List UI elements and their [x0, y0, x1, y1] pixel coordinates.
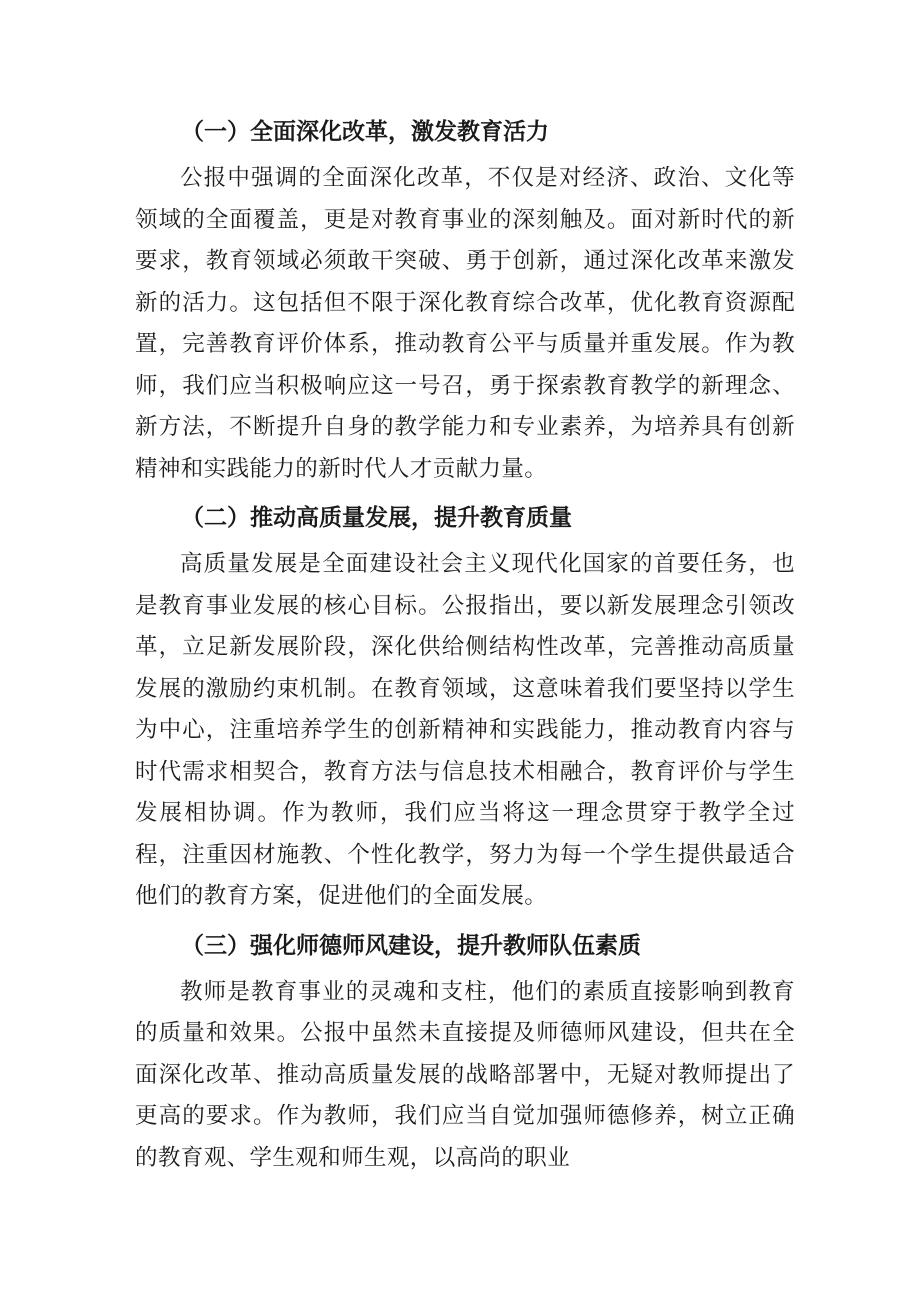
section-heading-2: （二）推动高质量发展，提升教育质量: [181, 505, 572, 531]
section-paragraph-2: 高质量发展是全面建设社会主义现代化国家的首要任务，也是教育事业发展的核心目标。公报指出，要以新发展理念引领改革，立足新发展阶段，深化供给侧结构性改革，完善推动高质量发展的激励约束机制。在教育领域，这意味着我们要坚持以学生为中心，注重培养学生的创新精神和实践能力，推动教育内容与时代需求相契合，教育方法与信息技术相融合，教育评价与学生发展相协调。作为教师，我们应当将这一理念贯穿于教学全过程，注重因材施教、个性化教学，努力为每一个学生提供最适合他们的教育方案，促进他们的全面发展。: [135, 551, 795, 909]
section-paragraph-1: 公报中强调的全面深化改革，不仅是对经济、政治、文化等领域的全面覆盖，更是对教育事业的深刻触及。面对新时代的新要求，教育领域必须敢干突破、勇于创新，通过深化改革来激发新的活力。这包括但不限于深化教育综合改革，优化教育资源配置，完善教育评价体系，推动教育公平与质量并重发展。作为教师，我们应当积极响应这一号召，勇于探索教育教学的新理念、新方法，不断提升自身的教学能力和专业素养，为培养具有创新精神和实践能力的新时代人才贡献力量。: [135, 165, 795, 482]
section-paragraph-3: 教师是教育事业的灵魂和支柱，他们的素质直接影响到教育的质量和效果。公报中虽然未直接提及师德师风建设，但共在全面深化改革、推动高质量发展的战略部署中，无疑对教师提出了更高的要求。作为教师，我们应当自觉加强师德修养，树立正确的教育观、学生观和师生观，以高尚的职业: [135, 978, 795, 1171]
section-heading-3: （三）强化师德师风建设，提升教师队伍素质: [181, 932, 641, 959]
section-heading-1: （一）全面深化改革，激发教育活力: [181, 119, 549, 145]
document-content: [135, 108, 795, 1179]
